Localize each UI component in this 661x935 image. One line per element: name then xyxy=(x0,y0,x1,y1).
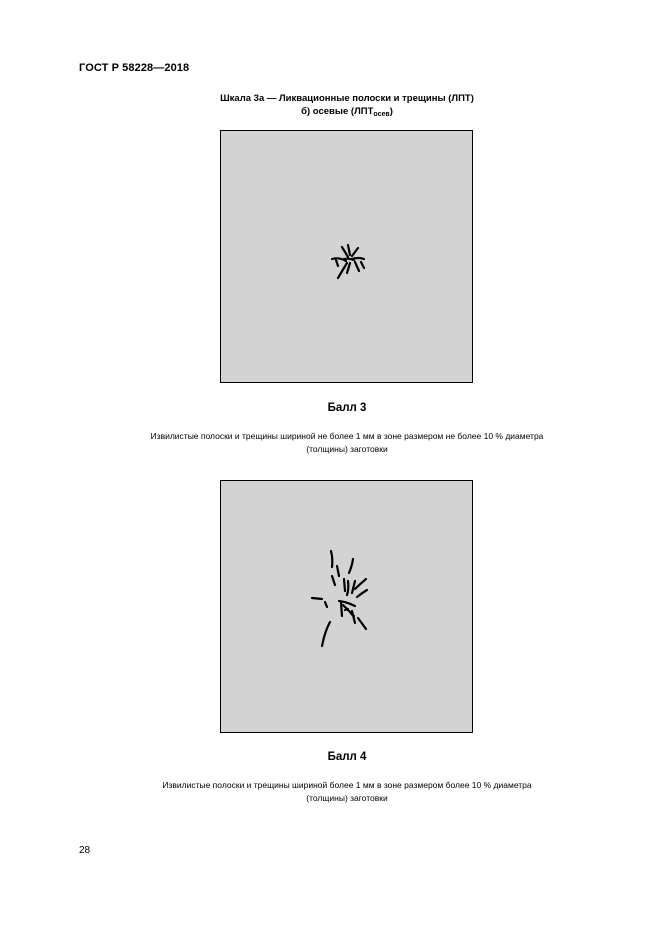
grade-3-description xyxy=(0,430,661,455)
grade-4-description xyxy=(0,779,661,804)
crack-mark xyxy=(348,245,350,255)
grade-3-description-line-2: (толщины) заготовки xyxy=(306,443,388,454)
crack-mark xyxy=(342,247,348,257)
crack-mark xyxy=(337,566,339,576)
grade-3-description-line-1: Извилистые полоски и трещины шириной не более 1 мм в зоне размером не более 10 % диаметра xyxy=(150,431,544,441)
scale-title xyxy=(0,92,661,121)
crack-mark xyxy=(344,259,354,260)
sample-image-grade-4 xyxy=(220,480,473,733)
page-number: 28 xyxy=(79,845,91,856)
crack-mark xyxy=(352,611,355,623)
crack-mark xyxy=(341,603,342,616)
crack-mark xyxy=(347,263,350,273)
crack-mark xyxy=(325,602,327,607)
crack-mark xyxy=(355,579,366,589)
crack-mark xyxy=(322,622,330,646)
crack-mark xyxy=(331,551,332,567)
crack-mark xyxy=(357,590,367,597)
crack-mark xyxy=(355,262,359,271)
crack-mark xyxy=(352,248,358,256)
crack-pattern-grade-4 xyxy=(221,481,474,734)
crack-pattern-grade-3 xyxy=(221,131,474,384)
document-id: ГОСТ Р 58228—2018 xyxy=(79,62,190,74)
crack-mark xyxy=(332,576,335,585)
crack-mark xyxy=(345,609,348,610)
crack-mark xyxy=(336,260,338,266)
grade-label-3: Балл 3 xyxy=(327,402,367,414)
crack-mark xyxy=(338,263,347,278)
crack-mark xyxy=(344,579,345,591)
grade-label-4: Балл 4 xyxy=(327,751,367,763)
scale-title-prefix: б) осевые (ЛПТ xyxy=(301,106,374,117)
scale-title-line-1: Шкала 3а — Ликвационные полоски и трещины (ЛПТ) xyxy=(220,93,474,104)
scale-title-subscript: осев xyxy=(373,111,390,118)
scale-title-suffix: ) xyxy=(389,106,393,117)
grade-4-description-line-2: (толщины) заготовки xyxy=(306,792,388,803)
crack-mark xyxy=(361,262,364,268)
scale-title-line-2 xyxy=(0,105,661,121)
crack-mark xyxy=(349,559,353,573)
crack-mark xyxy=(358,618,366,629)
crack-mark xyxy=(347,581,348,595)
crack-mark xyxy=(352,581,355,593)
grade-4-description-line-1: Извилистые полоски и трещины шириной более 1 мм в зоне размером более 10 % диаметра xyxy=(162,780,532,790)
crack-mark xyxy=(312,598,322,599)
sample-image-grade-3 xyxy=(220,130,473,383)
